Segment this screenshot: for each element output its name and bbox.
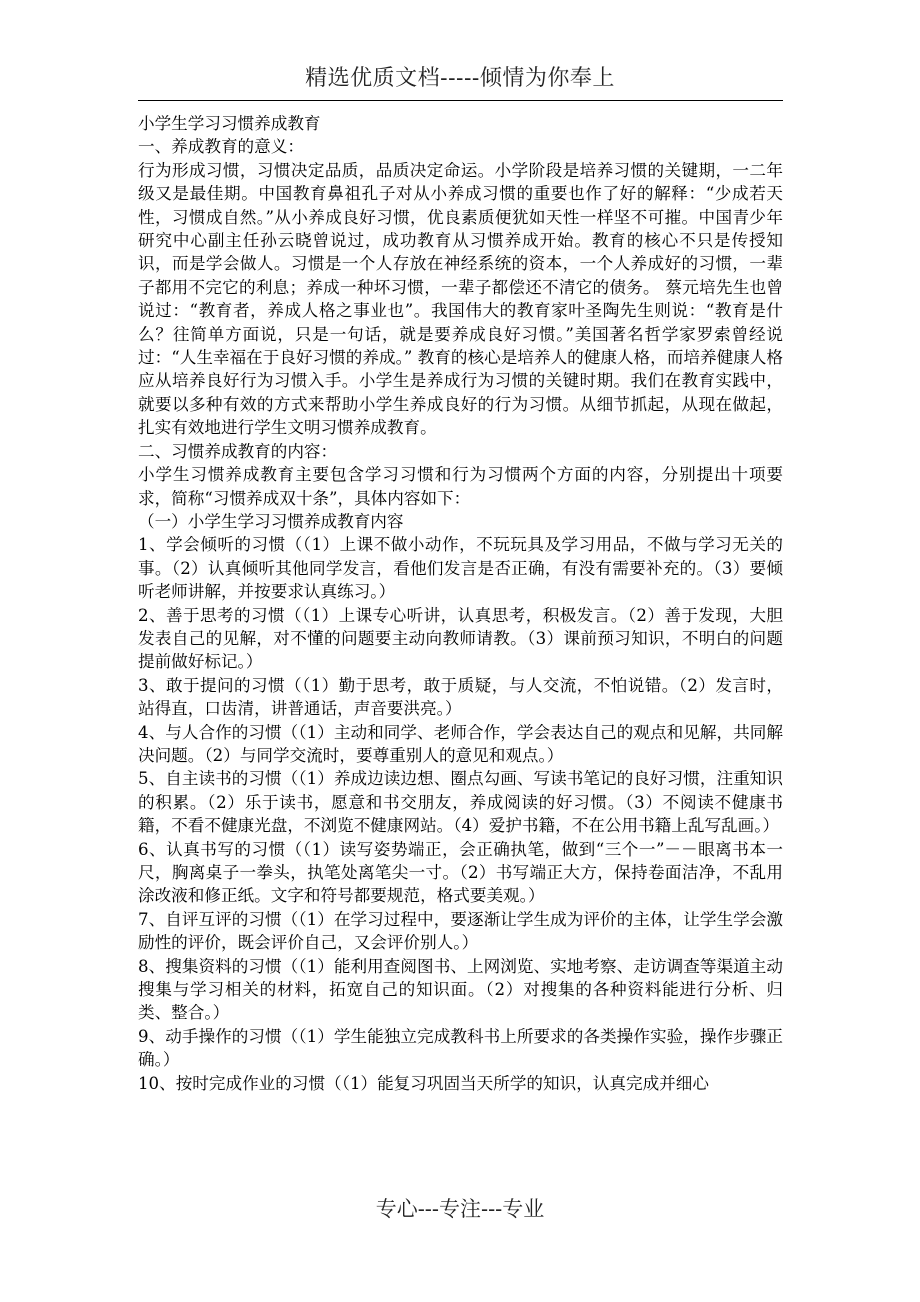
paragraph: 小学生习惯养成教育主要包含学习习惯和行为习惯两个方面的内容，分别提出十项要求，简称“习惯养成双十条”，具体内容如下：: [138, 465, 783, 508]
list-item: 1、学会倾听的习惯（（1）上课不做小动作，不玩玩具及学习用品，不做与学习无关的事。（2）认真倾听其他同学发言，看他们发言是否正确，有没有需要补充的。（3）要倾听老师讲解，并按要求认真练习。）: [138, 535, 783, 602]
page-header: 精选优质文档-----倾情为你奉上: [305, 66, 615, 91]
list-item: 7、自评互评的习惯（（1）在学习过程中，要逐渐让学生成为评价的主体，让学生学会激励性的评价，既会评价自己，又会评价别人。）: [138, 909, 783, 953]
list-item: 8、搜集资料的习惯（（1）能利用查阅图书、上网浏览、实地考察、走访调查等渠道主动搜集与学习相关的材料，拓宽自己的知识面。（2）对搜集的各种资料能进行分析、归类、整合。）: [138, 956, 783, 1023]
list-item: 2、善于思考的习惯（（1）上课专心听讲，认真思考，积极发言。（2）善于发现，大胆发表自己的见解，对不懂的问题要主动向教师请教。（3）课前预习知识，不明白的问题提前做好标记。）: [138, 605, 783, 672]
list-item: 9、动手操作的习惯（（1）学生能独立完成教科书上所要求的各类操作实验，操作步骤正确。）: [138, 1026, 783, 1070]
subsection-heading: （一）小学生学习习惯养成教育内容: [138, 511, 404, 531]
document-title: 小学生学习习惯养成教育: [138, 114, 321, 133]
list-item: 3、敢于提问的习惯（（1）勤于思考，敢于质疑，与人交流，不怕说错。（2）发言时，站得直，口齿清，讲普通话，声音要洪亮。）: [138, 675, 783, 719]
list-item: 4、与人合作的习惯（（1）主动和同学、老师合作，学会表达自己的观点和见解，共同解决问题。（2）与同学交流时，要尊重别人的意见和观点。）: [138, 722, 783, 765]
page-footer: 专心---专注---专业: [375, 1197, 545, 1221]
document-body: [138, 112, 783, 1095]
list-item: 6、认真书写的习惯（（1）读写姿势端正，会正确执笔，做到“三个一”－－眼离书本一尺，胸离桌子一拳头，执笔处离笔尖一寸。（2）书写端正大方，保持卷面洁净，不乱用涂改液和修正纸。文字和符号都要规范，格式要美观。）: [138, 839, 783, 906]
section-heading-2: 二、习惯养成教育的内容：: [138, 441, 338, 461]
section-heading-1: 一、养成教育的意义：: [138, 137, 304, 157]
list-item: 5、自主读书的习惯（（1）养成边读边想、圈点勾画、写读书笔记的良好习惯，注重知识的积累。（2）乐于读书，愿意和书交朋友，养成阅读的好习惯。（3）不阅读不健康书籍，不看不健康光盘，不浏览不健康网站。（4）爱护书籍，不在公用书籍上乱写乱画。）: [138, 769, 783, 836]
list-item: 10、按时完成作业的习惯（（1）能复习巩固当天所学的知识，认真完成并细心: [138, 1073, 709, 1093]
paragraph: 行为形成习惯，习惯决定品质，品质决定命运。小学阶段是培养习惯的关键期，一二年级又是最佳期。中国教育鼻祖孔子对从小养成习惯的重要也作了好的解释：“少成若天性，习惯成自然。”从小养成良好习惯，优良素质便犹如天性一样坚不可摧。中国青少年研究中心副主任孙云晓曾说过，成功教育从习惯养成开始。教育的核心不只是传授知识，而是学会做人。习惯是一个人存放在神经系统的资本，一个人养成好的习惯，一辈子都用不完它的利息；养成一种坏习惯，一辈子都偿还不清它的债务。 蔡元培先生也曾说过：“教育者，养成人格之事业也”。我国伟大的教育家叶圣陶先生则说：“教育是什么？往简单方面说，只是一句话，就是要养成良好习惯。”美国著名哲学家罗索曾经说过：“人生幸福在于良好习惯的养成。” 教育的核心是培养人的健康人格，而培养健康人格应从培养良好行为习惯入手。小学生是养成行为习惯的关键时期。我们在教育实践中，就要以多种有效的方式来帮助小学生养成良好的行为习惯。从细节抓起，从现在做起，扎实有效地进行学生文明习惯养成教育。: [138, 160, 783, 438]
header-divider: [138, 100, 783, 101]
